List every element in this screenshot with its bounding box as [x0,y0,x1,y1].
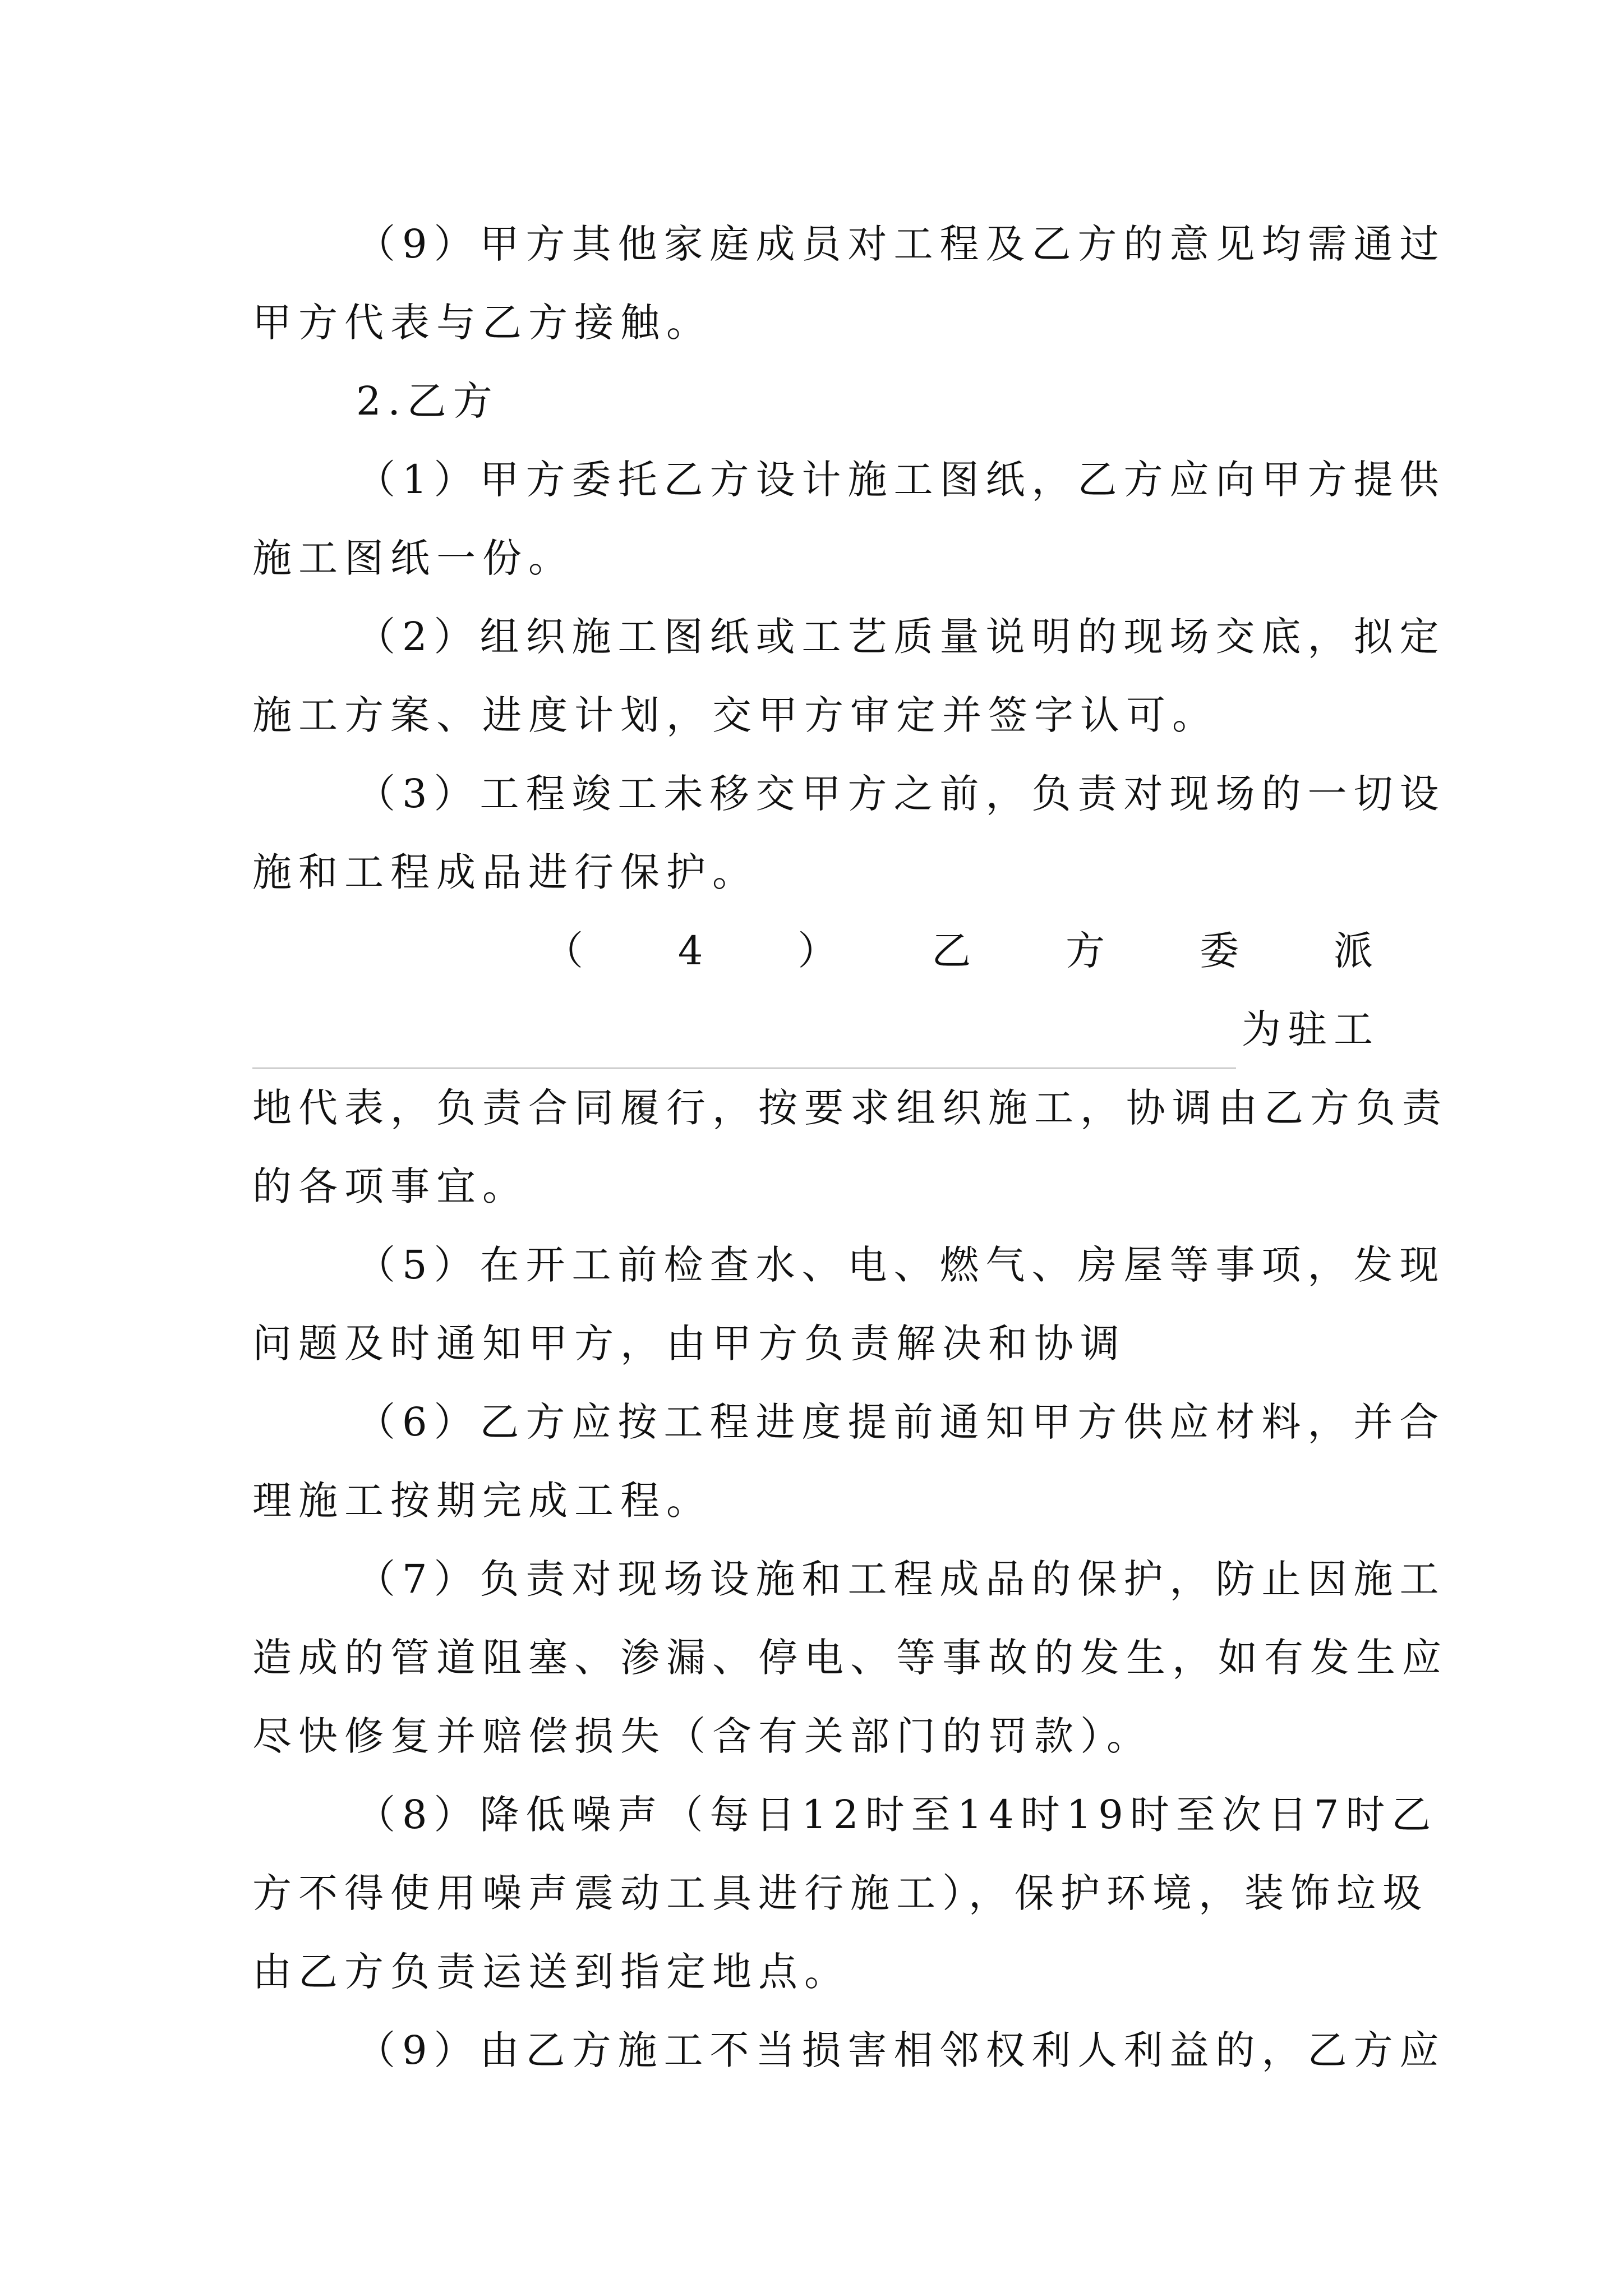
paragraph-line: 的各项事宜。 [252,1163,528,1209]
section-heading: 2.乙方 [356,378,499,424]
fill-in-line [252,990,1380,1069]
paragraph-line: 甲方代表与乙方接触。 [252,300,712,346]
blank-suffix-text: 为驻工 [1242,1006,1380,1052]
paragraph-line: 由乙方负责运送到指定地点。 [252,1949,850,1995]
paragraph-line: （1）甲方委托乙方设计施工图纸，乙方应向甲方提供 [356,457,1446,503]
paragraph-line: 施和工程成品进行保护。 [252,849,758,895]
paragraph-line: （5）在开工前检查水、电、燃气、房屋等事项，发现 [356,1242,1446,1288]
paragraph-line: （6）乙方应按工程进度提前通知甲方供应材料，并合 [356,1399,1446,1445]
paragraph-line: （9）由乙方施工不当损害相邻权利人利益的，乙方应 [356,2027,1446,2073]
spread-char: 乙 [932,928,978,974]
contract-text [252,205,1448,2090]
spread-char: 委 [1200,928,1246,974]
spread-char: 方 [1066,928,1112,974]
paragraph-line: （7）负责对现场设施和工程成品的保护，防止因施工 [356,1556,1446,1602]
paragraph-line: 方不得使用噪声震动工具进行施工），保护环境，装饰垃圾 [252,1870,1428,1916]
paragraph-line: 施工方案、进度计划，交甲方审定并签字认可。 [252,692,1218,738]
spread-clause-line [252,912,1380,990]
paragraph-line: 造成的管道阻塞、渗漏、停电、等事故的发生，如有发生应 [252,1635,1448,1681]
paragraph-line: （3）工程竣工未移交甲方之前，负责对现场的一切设 [356,771,1446,817]
paragraph-line: 地代表，负责合同履行，按要求组织施工，协调由乙方负责 [252,1085,1448,1131]
spread-char: ） [797,928,844,974]
spread-char: 4 [677,928,710,974]
fill-in-blank[interactable] [252,1006,1236,1069]
paragraph-line: 问题及时通知甲方，由甲方负责解决和协调 [252,1320,1126,1366]
spread-char: 派 [1333,928,1380,974]
paragraph-line: （9）甲方其他家庭成员对工程及乙方的意见均需通过 [356,221,1446,267]
paragraph-line: 施工图纸一份。 [252,535,574,581]
paragraph-line: （8）降低噪声（每日12时至14时19时至次日7时乙 [356,1792,1438,1838]
paragraph-line: 尽快修复并赔偿损失（含有关部门的罚款）。 [252,1713,1152,1759]
paragraph-line: （2）组织施工图纸或工艺质量说明的现场交底，拟定 [356,614,1446,660]
paragraph-line: 理施工按期完成工程。 [252,1478,712,1524]
spread-char: （ [544,928,590,974]
